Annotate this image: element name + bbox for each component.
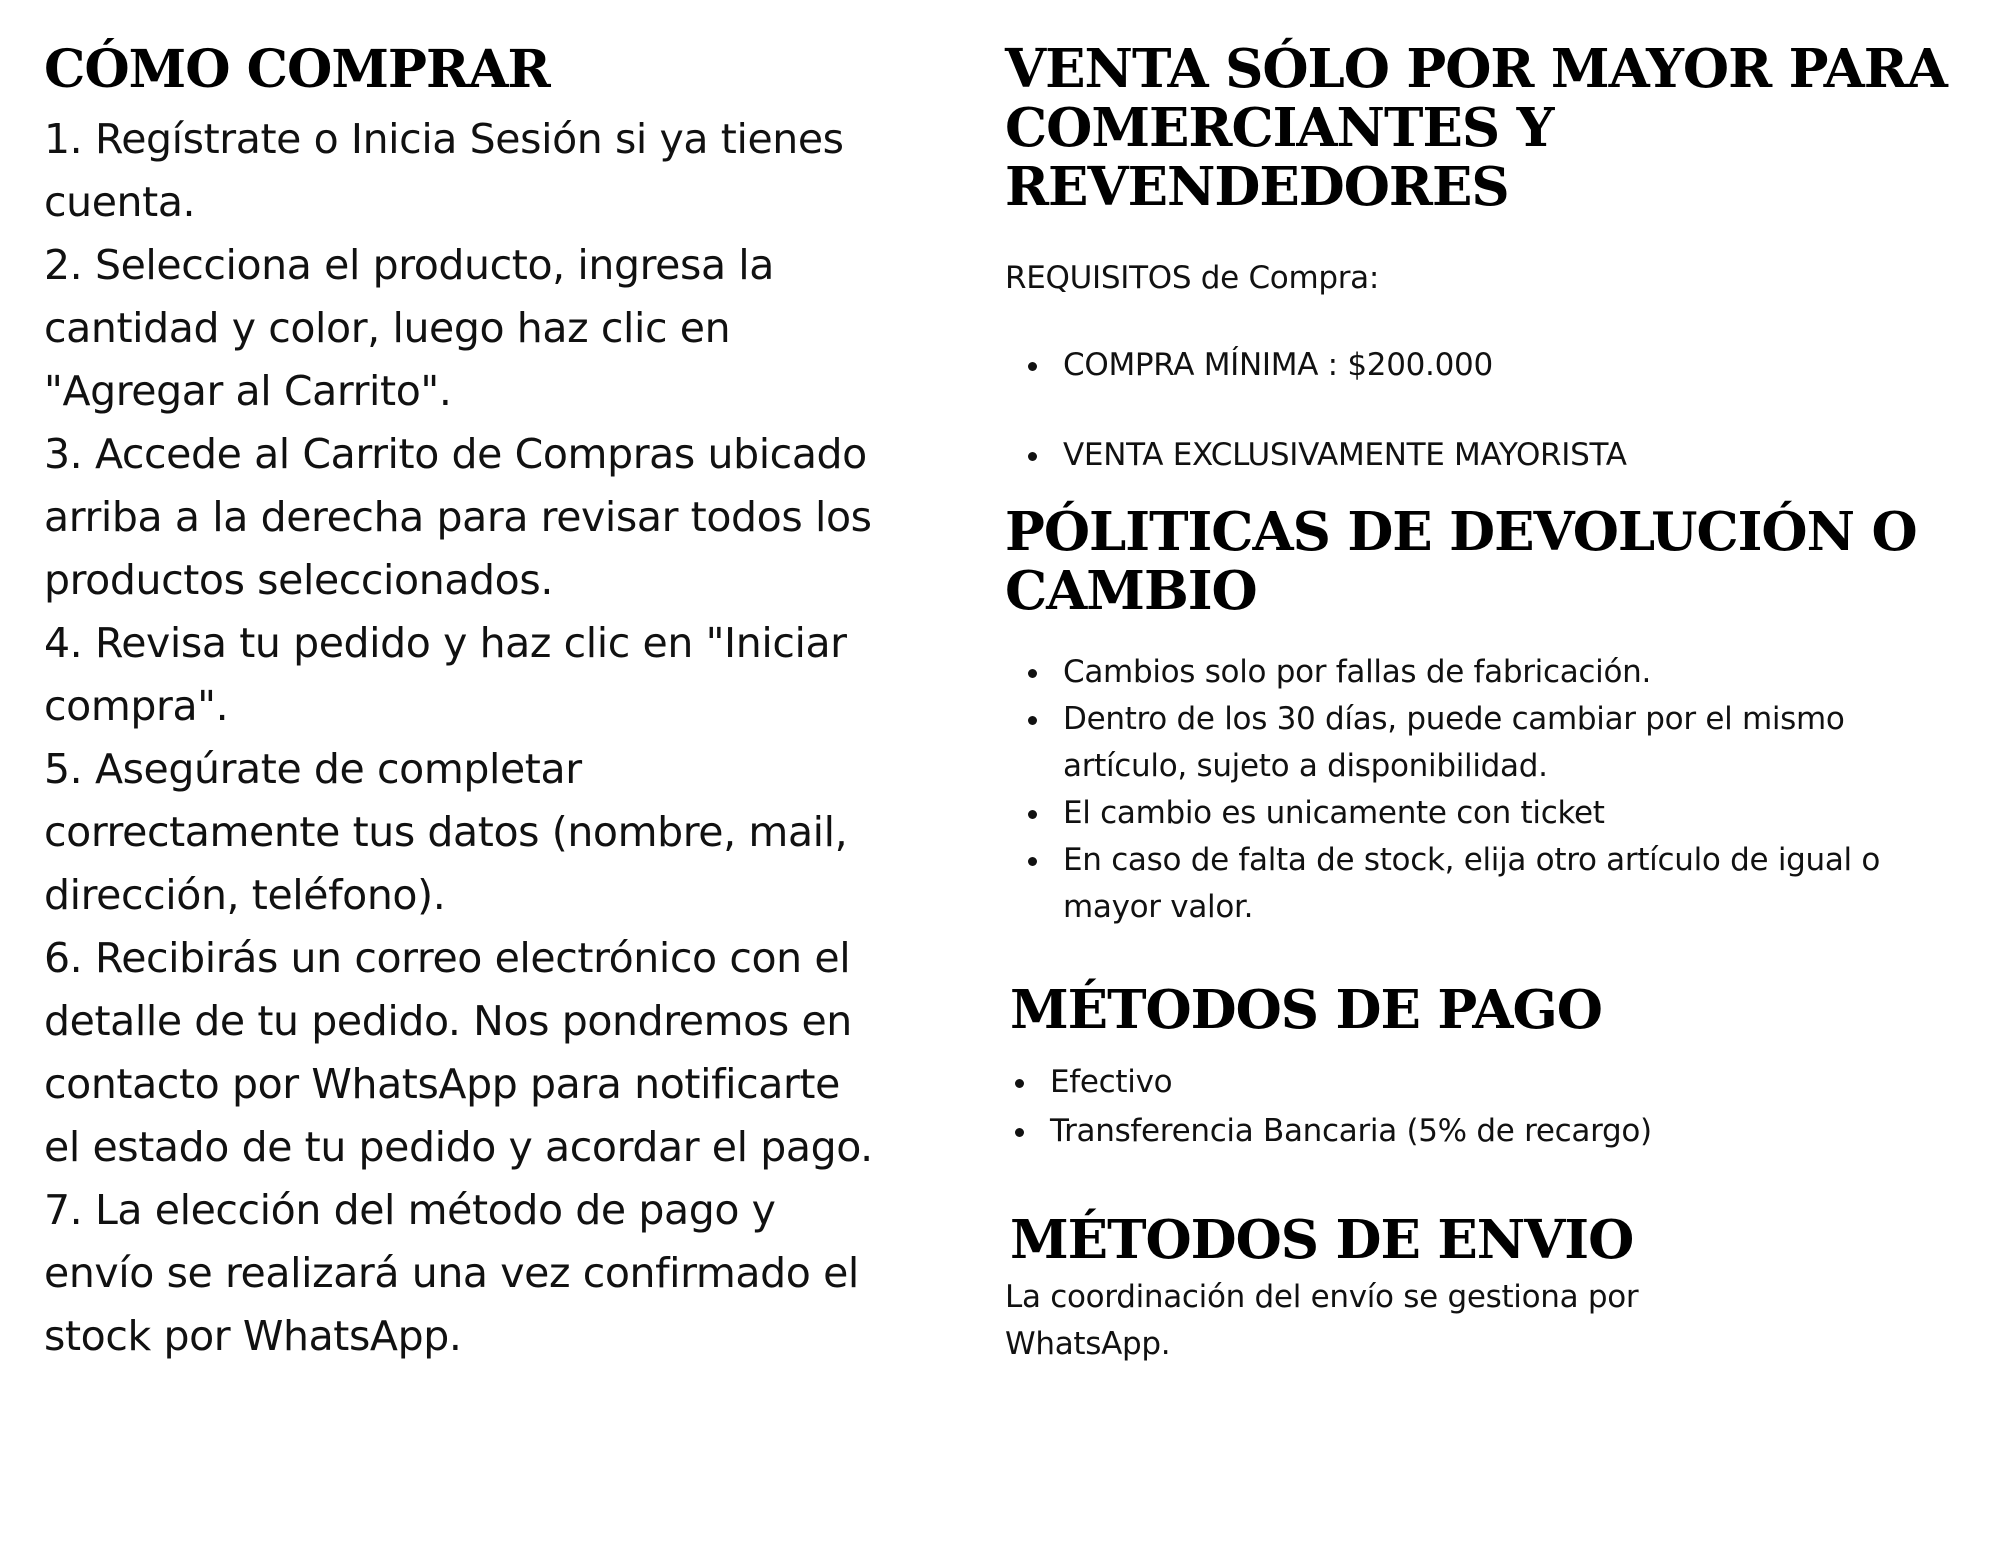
step-item: 3. Accede al Carrito de Compras ubicado arriba a la derecha para revisar todos los productos seleccionados.: [44, 430, 872, 604]
shipping-title: MÉTODOS DE ENVIO: [1010, 1209, 1634, 1271]
returns-title: PÓLITICAS DE DEVOLUCIÓN O CAMBIO: [1005, 501, 1917, 622]
wholesale-title: VENTA SÓLO POR MAYOR PARA COMERCIANTES Y REVENDEDORES: [1005, 38, 1947, 218]
requirements-label: REQUISITOS de Compra:: [1005, 260, 1380, 296]
list-item: Efectivo: [1005, 1058, 1965, 1107]
policies-section: [1005, 40, 1965, 1368]
step-item: 5. Asegúrate de completar correctamente tus datos (nombre, mail, dirección, teléfono).: [44, 745, 848, 919]
step-item: 6. Recibirás un correo electrónico con el detalle de tu pedido. Nos pondremos en contacto por WhatsApp para notificarte el estado de tu pedido y acordar el pago.: [44, 934, 873, 1171]
returns-list: [1005, 649, 1965, 931]
step-item: 7. La elección del método de pago y envío se realizará una vez confirmado el stock por WhatsApp.: [44, 1186, 859, 1360]
step-item: 4. Revisa tu pedido y haz clic en "Iniciar compra".: [44, 619, 847, 730]
how-to-buy-section: [44, 38, 874, 1368]
payment-list: [1005, 1058, 1965, 1156]
how-to-buy-title: CÓMO COMPRAR: [44, 39, 550, 100]
list-item: Cambios solo por fallas de fabricación.: [1005, 649, 1965, 696]
how-to-buy-steps: [44, 108, 874, 1368]
payment-title: MÉTODOS DE PAGO: [1010, 979, 1602, 1041]
list-item: COMPRA MÍNIMA : $200.000: [1005, 342, 1965, 389]
list-item: El cambio es unicamente con ticket: [1005, 790, 1965, 837]
list-item: En caso de falta de stock, elija otro artículo de igual o mayor valor.: [1005, 837, 1965, 931]
step-item: 1. Regístrate o Inicia Sesión si ya tienes cuenta.: [44, 115, 844, 226]
step-item: 2. Selecciona el producto, ingresa la cantidad y color, luego haz clic en "Agregar al Carrito".: [44, 241, 775, 415]
list-item: Dentro de los 30 días, puede cambiar por el mismo artículo, sujeto a disponibilidad.: [1005, 696, 1965, 790]
list-item: Transferencia Bancaria (5% de recargo): [1005, 1107, 1965, 1156]
shipping-text: La coordinación del envío se gestiona por WhatsApp.: [1005, 1279, 1639, 1362]
list-item: VENTA EXCLUSIVAMENTE MAYORISTA: [1005, 432, 1965, 479]
requirements-list: [1005, 342, 1965, 479]
